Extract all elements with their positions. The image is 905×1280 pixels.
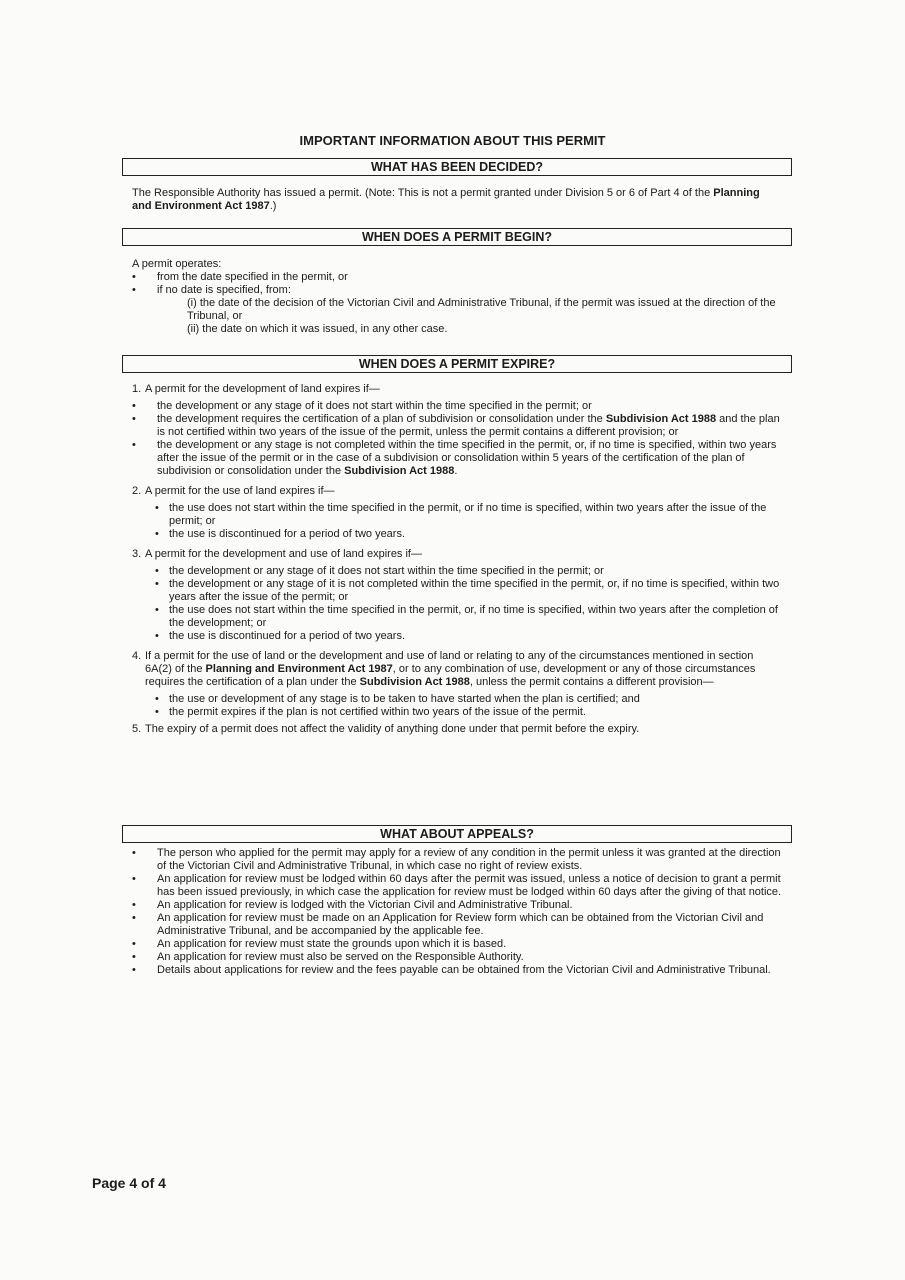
section-decided-body	[132, 187, 782, 213]
decided-paragraph: The Responsible Authority has issued a permit. (Note: This is not a permit granted under Division 5 or 6 of Part 4 of the Planning and Environment Act 1987.)	[132, 187, 760, 212]
expire-item-3-bullet: • the use does not start within the time specified in the permit, or, if no time is specified, within two years after the completion of the development; or	[132, 604, 782, 630]
expire-item-4-bullet: • the permit expires if the plan is not certified within two years of the issue of the permit.	[132, 706, 782, 719]
begin-intro: A permit operates:	[132, 258, 222, 270]
expire-item-1-bullet: • the development or any stage is not completed within the time specified in the permit, or, if no time is specified, within two years after the issue of the permit or in the case of a subdivision or consolidation within 5 years of the certification of the plan of subdivision or consolidation under the Subdivision Act 1988.	[132, 439, 782, 478]
expire-item-3-bullet: • the development or any stage of it does not start within the time specified in the permit; or	[132, 565, 782, 578]
section-appeals-body	[132, 847, 782, 977]
section-begin-body	[132, 258, 782, 336]
section-heading-expire: WHEN DOES A PERMIT EXPIRE?	[122, 355, 792, 373]
begin-sub-item: (i) the date of the decision of the Victorian Civil and Administrative Tribunal, if the permit was issued at the direction of the Tribunal, or	[187, 297, 776, 322]
expire-item-1-bullet: • the development or any stage of it does not start within the time specified in the permit; or	[132, 400, 782, 413]
begin-bullet: • if no date is specified, from:	[132, 284, 782, 297]
expire-item-3: 3. A permit for the development and use of land expires if—	[132, 548, 422, 560]
section-heading-begin: WHEN DOES A PERMIT BEGIN?	[122, 228, 792, 246]
expire-item-5: 5. The expiry of a permit does not affect the validity of anything done under that permit before the expiry.	[132, 723, 640, 735]
expire-item-1-bullet: • the development requires the certification of a plan of subdivision or consolidation under the Subdivision Act 1988 and the plan is not certified within two years of the issue of the permit, unless the permit contains a different provision; or	[132, 413, 782, 439]
page-title: IMPORTANT INFORMATION ABOUT THIS PERMIT	[299, 133, 606, 148]
expire-item-2-bullet: • the use is discontinued for a period of two years.	[132, 528, 782, 541]
section-expire-body	[132, 383, 782, 736]
section-heading-appeals: WHAT ABOUT APPEALS?	[122, 825, 792, 843]
appeals-bullet: • An application for review must state the grounds upon which it is based.	[132, 938, 782, 951]
appeals-bullet: • Details about applications for review and the fees payable can be obtained from the Victorian Civil and Administrative Tribunal.	[132, 964, 782, 977]
appeals-bullet: • An application for review must be lodged within 60 days after the permit was issued, unless a notice of decision to grant a permit has been issued previously, in which case the application for review must be lodged within 60 days after the giving of that notice.	[132, 873, 782, 899]
appeals-bullet: • An application for review must also be served on the Responsible Authority.	[132, 951, 782, 964]
begin-sub-item: (ii) the date on which it was issued, in any other case.	[187, 323, 448, 335]
appeals-bullet: • An application for review is lodged with the Victorian Civil and Administrative Tribunal.	[132, 899, 782, 912]
expire-item-4: 4. If a permit for the use of land or the development and use of land or relating to any of the circumstances mentioned in section 6A(2) of the Planning and Environment Act 1987, or to any combination of use, development or any of those circumstances requires the certification of a plan under the Subdivision Act 1988, unless the permit contains a different provision—	[132, 650, 756, 688]
appeals-bullet: • The person who applied for the permit may apply for a review of any condition in the permit unless it was granted at the direction of the Victorian Civil and Administrative Tribunal, in which case no right of review exists.	[132, 847, 782, 873]
begin-bullet: • from the date specified in the permit, or	[132, 271, 782, 284]
expire-item-1: 1. A permit for the development of land expires if—	[132, 383, 380, 395]
section-heading-decided: WHAT HAS BEEN DECIDED?	[122, 158, 792, 176]
expire-item-4-bullet: • the use or development of any stage is to be taken to have started when the plan is certified; and	[132, 693, 782, 706]
expire-item-3-bullet: • the development or any stage of it is not completed within the time specified in the permit, or, if no time is specified, within two years after the issue of the permit; or	[132, 578, 782, 604]
page-number: Page 4 of 4	[92, 1175, 166, 1191]
expire-item-2: 2. A permit for the use of land expires if—	[132, 485, 335, 497]
appeals-bullet: • An application for review must be made on an Application for Review form which can be obtained from the Victorian Civil and Administrative Tribunal, and be accompanied by the applicable fee.	[132, 912, 782, 938]
expire-item-2-bullet: • the use does not start within the time specified in the permit, or if no time is specified, within two years after the issue of the permit; or	[132, 502, 782, 528]
expire-item-3-bullet: • the use is discontinued for a period of two years.	[132, 630, 782, 643]
